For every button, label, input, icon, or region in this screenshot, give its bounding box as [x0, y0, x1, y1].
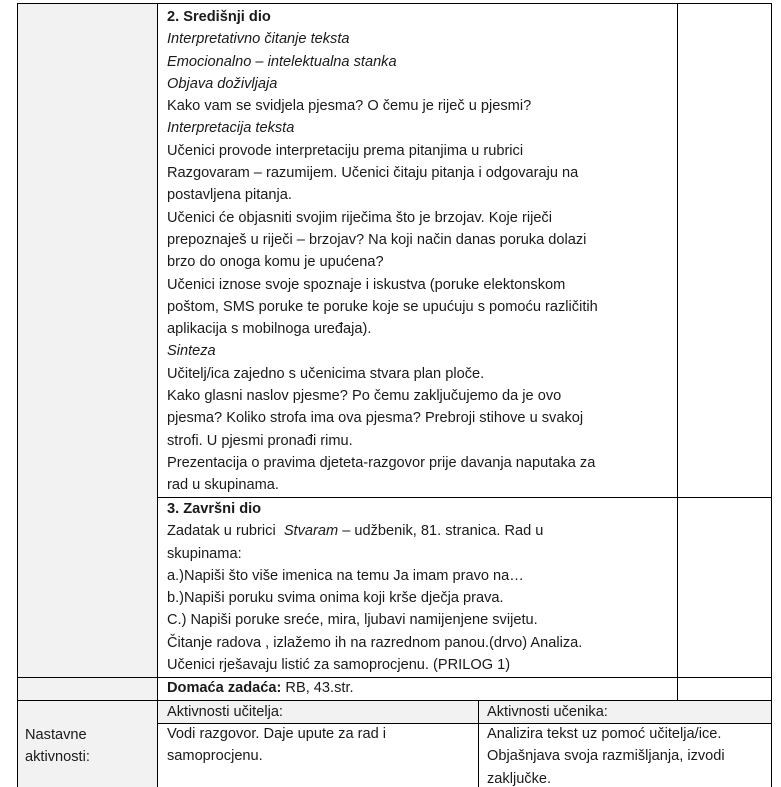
grid-line [677, 3, 678, 700]
text-line: poštom, SMS poruke te poruke koje se upućuju s pomoću različitih [167, 298, 598, 315]
text-line: aplikacija s mobilnoga uređaja). [167, 321, 372, 338]
text-line: strofi. U pjesmi pronađi rimu. [167, 432, 353, 449]
homework-label: Domaća zadaća: [167, 680, 282, 696]
section-title: 2. Središnji dio [167, 9, 271, 25]
grid-line [17, 677, 772, 678]
text-line: Učenici rješavaju listić za samoprocjenu. (PRILOG 1) [167, 657, 511, 674]
text-line: samoprocjenu. [167, 748, 263, 765]
label-line: aktivnosti: [25, 749, 90, 766]
text-line: Objašnjava svoja razmišljanja, izvodi [487, 748, 725, 765]
text-line: Interpretacija teksta [167, 120, 295, 137]
text-line: Učitelj/ica zajedno s učenicima stvara plan ploče. [167, 365, 485, 382]
text-line: Učenici iznose svoje spoznaje i iskustva (poruke elektonskom [167, 276, 566, 293]
teacher-activities-header: Aktivnosti učitelja: [167, 704, 283, 720]
text-line: a.)Napiši što više imenica na temu Ja imam pravo na… [167, 567, 524, 584]
text: – udžbenik, 81. stranica. Rad u [338, 523, 544, 540]
teacher-activities [167, 723, 386, 768]
textbook-section-name: Stvaram [283, 523, 339, 540]
text-line: brzo do onoga komu je upućena? [167, 254, 384, 271]
section-title: 3. Završni dio [167, 501, 262, 517]
text-line: Učenici provode interpretaciju prema pitanjima u rubrici [167, 142, 524, 159]
text-line: Čitanje radova , izlažemo ih na razrednom panou.(drvo) Analiza. [167, 634, 583, 651]
grid-line [17, 700, 772, 701]
text-line: prepoznaješ u riječi – brzojav? Na koji način danas poruka dolazi [167, 231, 587, 248]
text-line: C.) Napiši poruke sreće, mira, ljubavi namijenjene svijetu. [167, 612, 538, 629]
left-column-bg [17, 3, 157, 787]
label-line: Nastavne [25, 727, 87, 743]
student-activities-header: Aktivnosti učenika: [487, 704, 608, 720]
text-line: Objava doživljaja [167, 75, 278, 92]
section-central-part [167, 6, 598, 497]
text-line: Prezentacija o pravima djeteta-razgovor prije davanja naputaka za [167, 454, 596, 471]
text-line: skupinama: [167, 545, 242, 562]
text-line: b.)Napiši poruku svima onima koji krše dječja prava. [167, 590, 504, 607]
grid-line [771, 3, 772, 787]
text-line: Analizira tekst uz pomoć učitelja/ice. [487, 726, 722, 742]
text-line: rad u skupinama. [167, 477, 279, 494]
text-line: Kako glasni naslov pjesme? Po čemu zaključujemo da je ovo [167, 388, 562, 405]
grid-line [478, 700, 479, 787]
text-line: Sinteza [167, 343, 216, 360]
activities-row-label [25, 724, 90, 769]
task-line [167, 520, 582, 542]
grid-line [17, 3, 18, 787]
text-line: zaključke. [487, 770, 552, 787]
text-line: Vodi razgovor. Daje upute za rad i [167, 726, 387, 742]
student-activities [487, 723, 725, 787]
text-line: Učenici će objasniti svojim riječima što je brzojav. Koje riječi [167, 209, 552, 226]
text-line: postavljena pitanja. [167, 187, 292, 204]
text: Zadatak u rubrici [167, 523, 284, 540]
text-line: Razgovaram – razumijem. Učenici čitaju pitanja i odgovaraju na [167, 165, 579, 182]
text-line: Emocionalno – intelektualna stanka [167, 53, 397, 70]
text-line: Kako vam se svidjela pjesma? O čemu je riječ u pjesmi? [167, 98, 532, 115]
homework [167, 677, 354, 699]
homework-value: RB, 43.str. [281, 680, 354, 696]
text-line: pjesma? Koliko strofa ima ova pjesma? Prebroji stihove u svakoj [167, 410, 584, 427]
grid-line [17, 3, 772, 4]
section-final-part [167, 498, 582, 676]
grid-line [157, 3, 158, 787]
text-line: Interpretativno čitanje teksta [167, 31, 350, 48]
